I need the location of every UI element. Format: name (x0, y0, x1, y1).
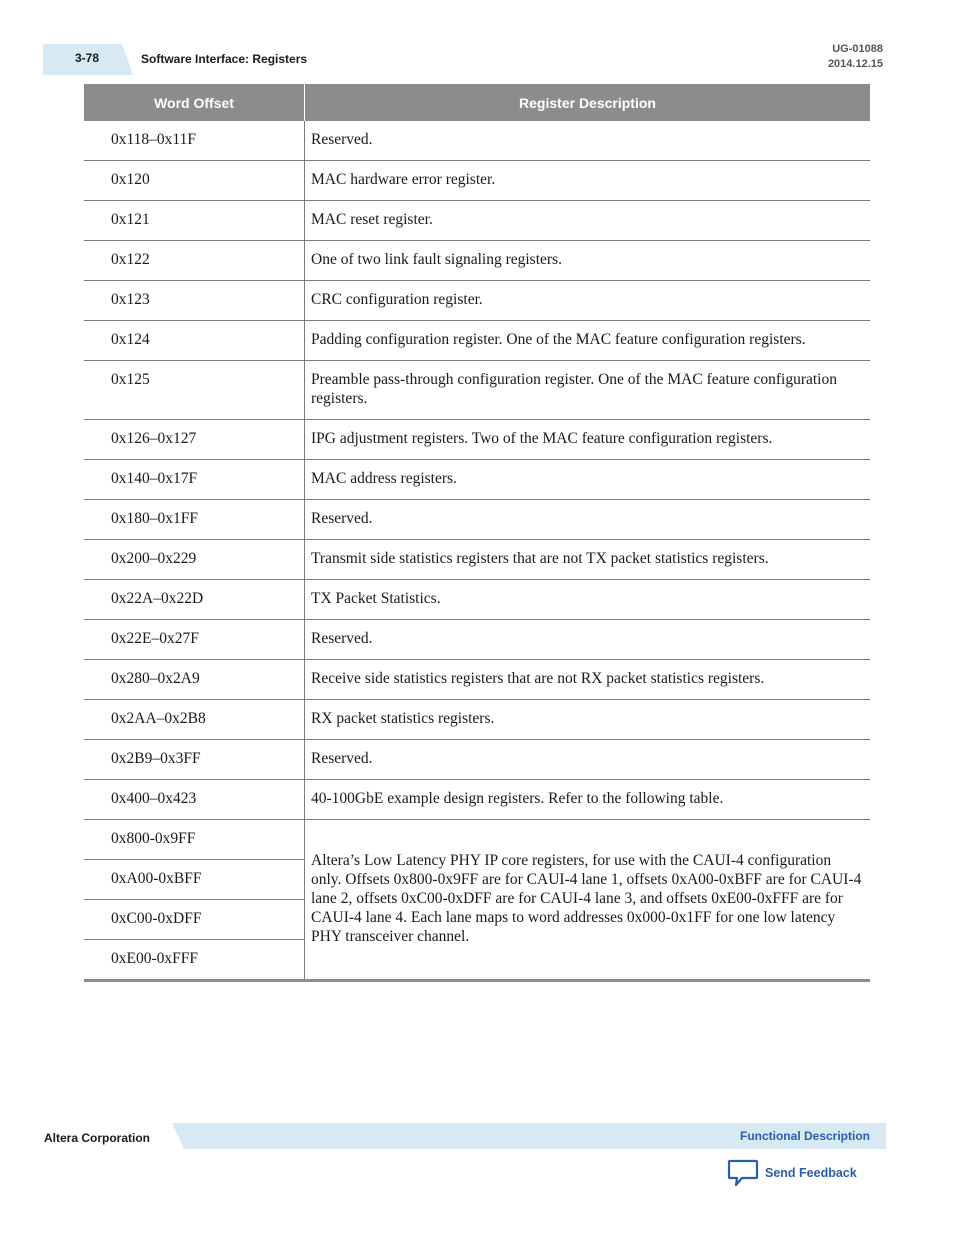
functional-description-link[interactable]: Functional Description (739, 1129, 870, 1143)
table-row (84, 321, 870, 361)
register-description-cell: MAC hardware error register. (305, 161, 871, 201)
word-offset-cell: 0xC00-0xDFF (84, 900, 305, 940)
word-offset-cell: 0x180–0x1FF (84, 500, 305, 540)
register-description-cell: Reserved. (305, 620, 871, 660)
table-row (84, 500, 870, 540)
table-row (84, 161, 870, 201)
send-feedback-label: Send Feedback (765, 1166, 857, 1180)
word-offset-cell: 0x140–0x17F (84, 460, 305, 500)
page-number: 3-78 (75, 51, 100, 65)
table-row (84, 420, 870, 460)
table-row (84, 820, 870, 860)
word-offset-cell: 0x22E–0x27F (84, 620, 305, 660)
table-body (84, 121, 870, 981)
register-table (84, 84, 870, 982)
word-offset-cell: 0x200–0x229 (84, 540, 305, 580)
word-offset-cell: 0x126–0x127 (84, 420, 305, 460)
speech-bubble-icon (727, 1159, 759, 1187)
section-title: Software Interface: Registers (141, 52, 308, 66)
word-offset-cell: 0x2B9–0x3FF (84, 740, 305, 780)
document-date: 2014.12.15 (827, 58, 883, 70)
register-description-cell: One of two link fault signaling registers. (305, 241, 871, 281)
register-description-cell: Preamble pass-through configuration register. One of the MAC feature configuration registers. (305, 361, 871, 420)
register-description-cell: Transmit side statistics registers that are not TX packet statistics registers. (305, 540, 871, 580)
word-offset-cell: 0x121 (84, 201, 305, 241)
word-offset-cell: 0x125 (84, 361, 305, 420)
document-id: UG-01088 (832, 43, 883, 55)
phy-register-description-cell: Altera’s Low Latency PHY IP core registers, for use with the CAUI-4 configuration only. Offsets 0x800-0x9FF are for CAUI-4 lane 1, offsets 0xA00-0xBFF are for CAUI-4 lane 2, offsets 0xC00-0xDFF are for CAUI-4 lane 3, and offsets 0xE00-0xFFF are for CAUI-4 lane 4. Each lane maps to word addresses 0x000-0x1FF for one low latency PHY transceiver channel. (305, 820, 871, 981)
word-offset-cell: 0x400–0x423 (84, 780, 305, 820)
word-offset-cell: 0x124 (84, 321, 305, 361)
register-description-cell: Padding configuration register. One of the MAC feature configuration registers. (305, 321, 871, 361)
register-description-cell: RX packet statistics registers. (305, 700, 871, 740)
table-row (84, 620, 870, 660)
word-offset-cell: 0x2AA–0x2B8 (84, 700, 305, 740)
word-offset-cell: 0x280–0x2A9 (84, 660, 305, 700)
table-row (84, 660, 870, 700)
register-description-cell: TX Packet Statistics. (305, 580, 871, 620)
send-feedback-button[interactable] (727, 1158, 857, 1188)
table-row (84, 740, 870, 780)
register-description-cell: CRC configuration register. (305, 281, 871, 321)
table-row (84, 121, 870, 161)
company-name: Altera Corporation (44, 1131, 151, 1145)
table-header-row (84, 84, 870, 121)
word-offset-cell: 0xA00-0xBFF (84, 860, 305, 900)
table-row (84, 201, 870, 241)
register-description-cell: MAC address registers. (305, 460, 871, 500)
word-offset-cell: 0x120 (84, 161, 305, 201)
register-description-cell: Reserved. (305, 740, 871, 780)
table-row (84, 281, 870, 321)
register-description-cell: MAC reset register. (305, 201, 871, 241)
register-description-cell: Receive side statistics registers that are not RX packet statistics registers. (305, 660, 871, 700)
table-row (84, 780, 870, 820)
register-description-cell: IPG adjustment registers. Two of the MAC feature configuration registers. (305, 420, 871, 460)
table-row (84, 241, 870, 281)
word-offset-cell: 0x22A–0x22D (84, 580, 305, 620)
table-row (84, 540, 870, 580)
register-description-cell: Reserved. (305, 121, 871, 161)
register-description-cell: Reserved. (305, 500, 871, 540)
column-header-word-offset: Word Offset (84, 84, 305, 121)
table-row (84, 580, 870, 620)
register-description-cell: 40-100GbE example design registers. Refer to the following table. (305, 780, 871, 820)
table-row (84, 700, 870, 740)
word-offset-cell: 0x118–0x11F (84, 121, 305, 161)
word-offset-cell: 0x122 (84, 241, 305, 281)
word-offset-cell: 0x800-0x9FF (84, 820, 305, 860)
table-row (84, 460, 870, 500)
table-row (84, 361, 870, 420)
column-header-register-description: Register Description (305, 84, 871, 121)
word-offset-cell: 0xE00-0xFFF (84, 940, 305, 981)
word-offset-cell: 0x123 (84, 281, 305, 321)
